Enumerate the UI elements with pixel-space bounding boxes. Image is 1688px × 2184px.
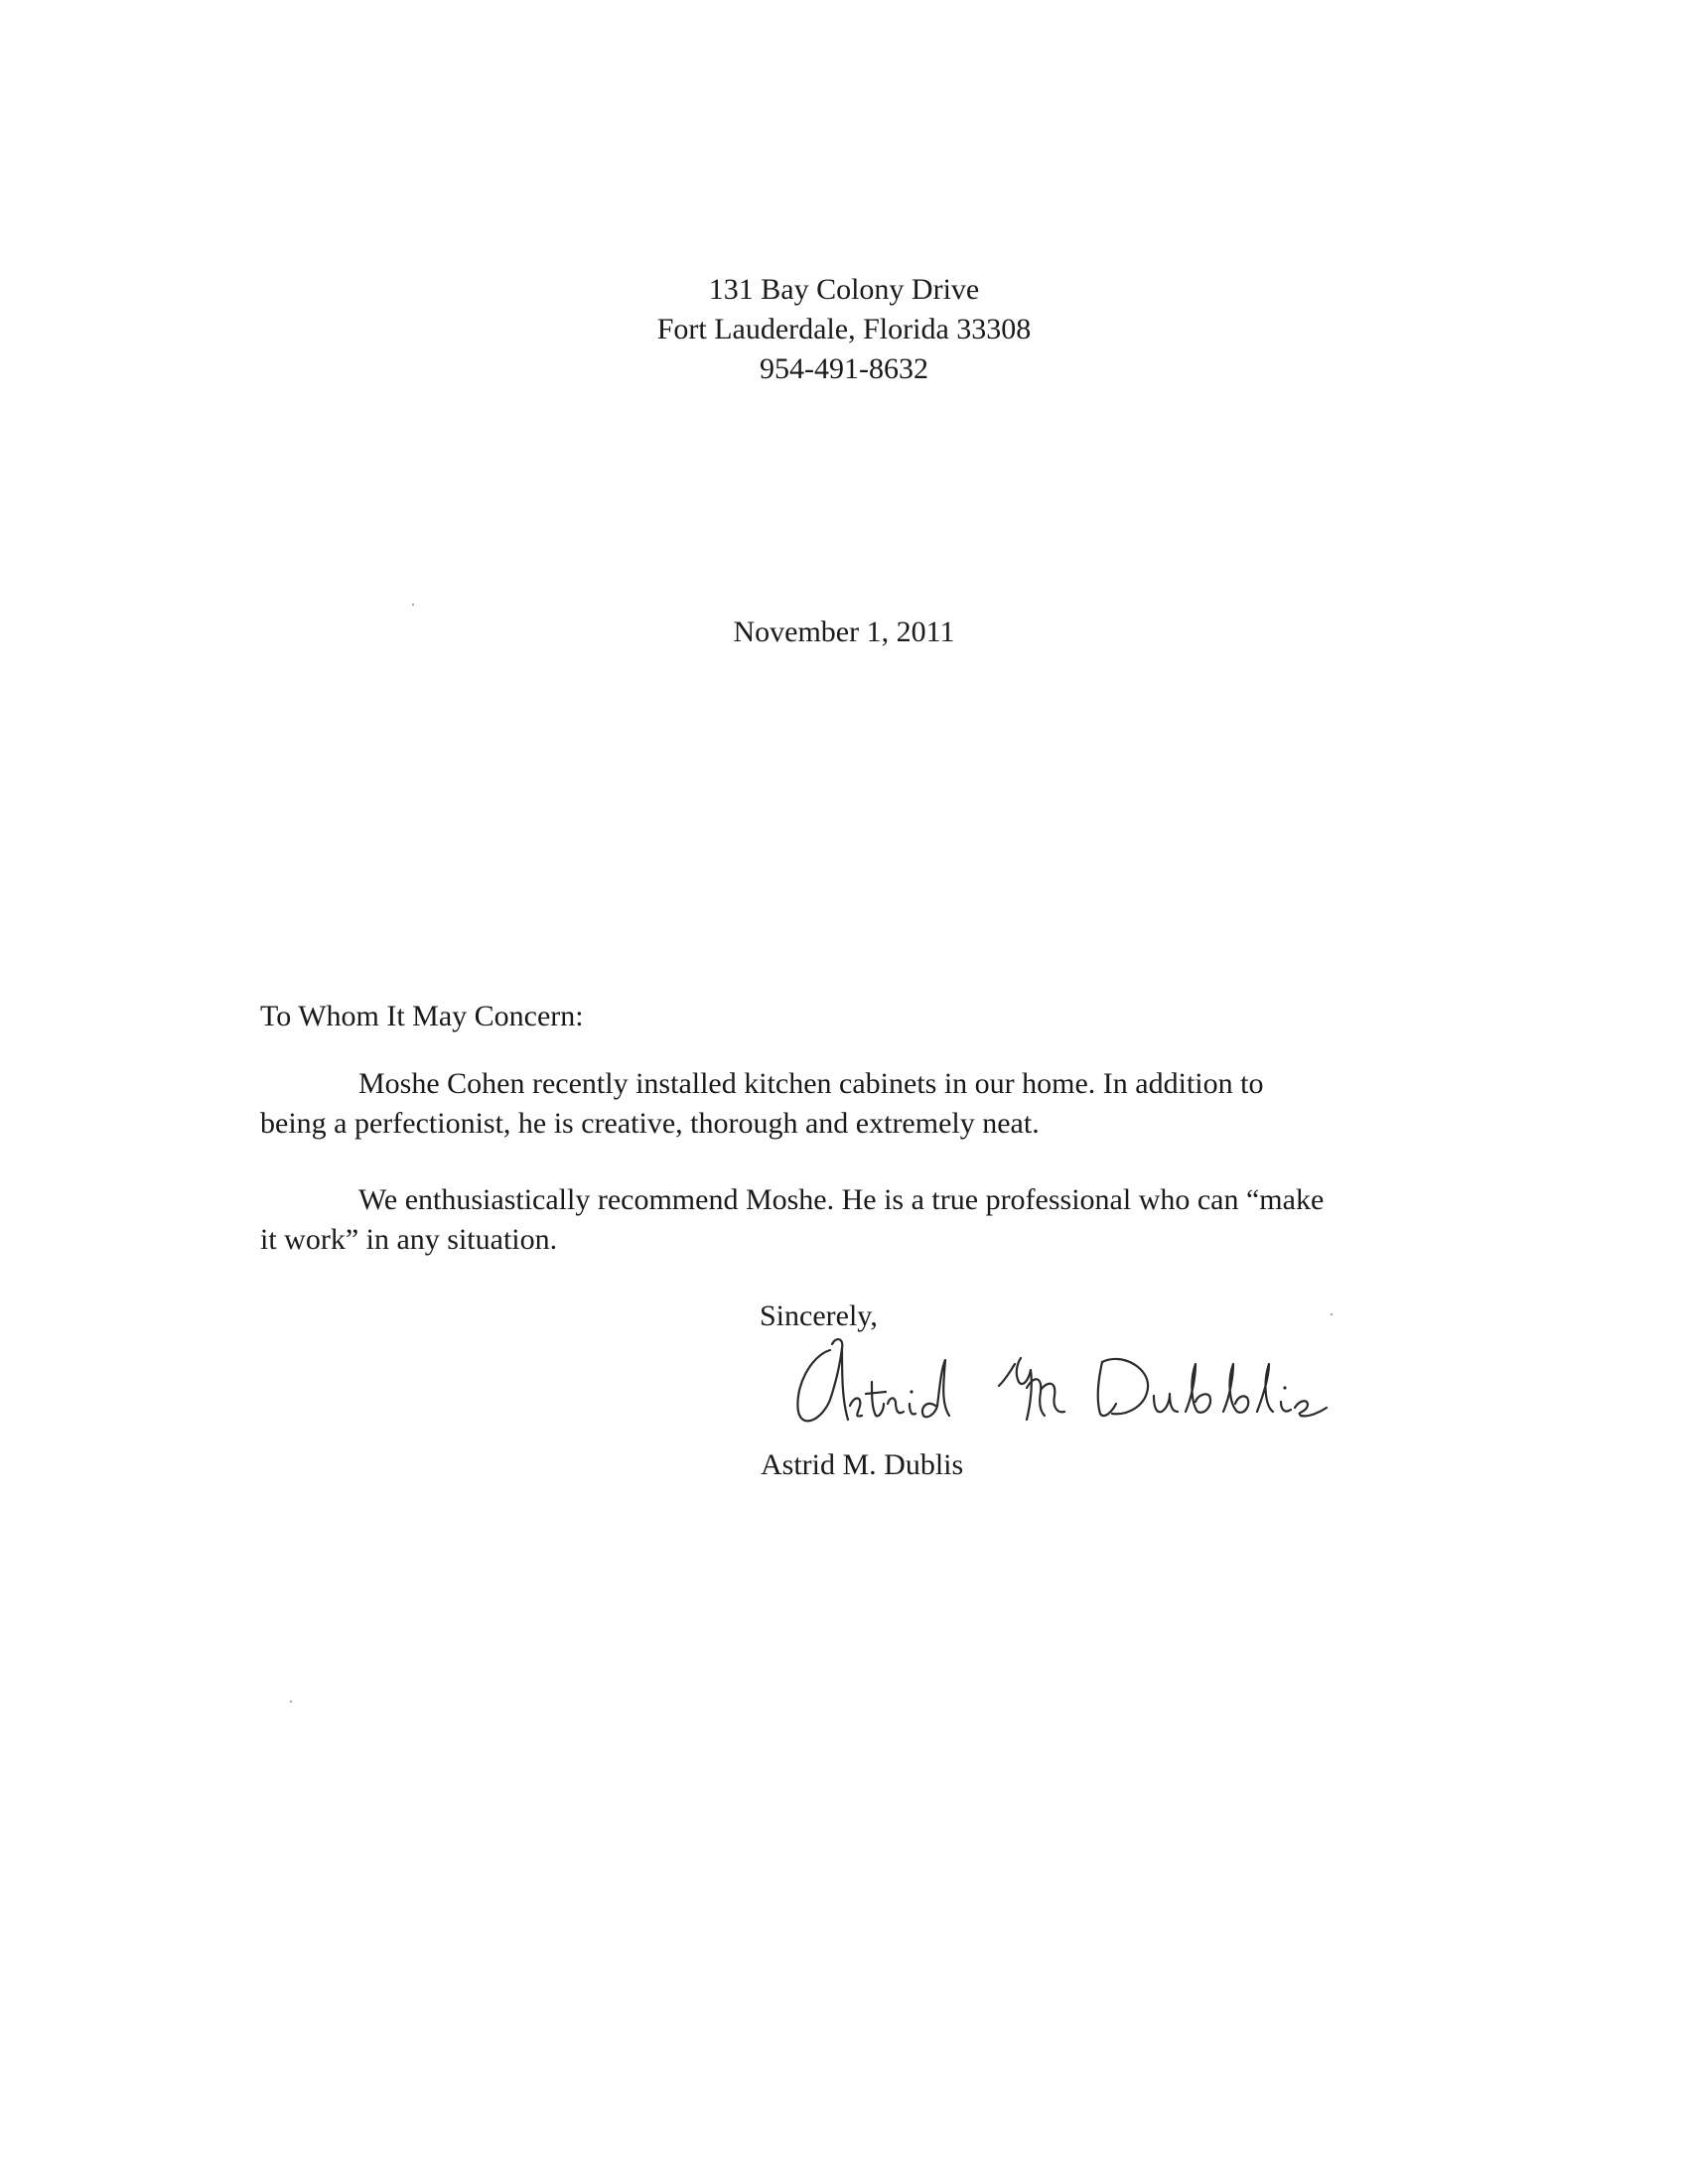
letterhead-address xyxy=(0,270,1688,389)
closing: Sincerely, xyxy=(760,1299,878,1332)
city-state-zip: Fort Lauderdale, Florida 33308 xyxy=(656,313,1032,345)
paragraph-1-line-2: being a perfectionist, he is creative, thorough and extremely neat. xyxy=(260,1107,1040,1140)
scan-speck xyxy=(1331,1313,1333,1315)
signer-name: Astrid M. Dublis xyxy=(761,1448,964,1481)
paragraph-2-line-1: We enthusiastically recommend Moshe. He is a true professional who can “make xyxy=(358,1183,1325,1216)
scan-speck xyxy=(412,604,414,606)
body-paragraph-1 xyxy=(260,1064,1263,1144)
handwritten-signature xyxy=(784,1308,1360,1437)
street-address: 131 Bay Colony Drive xyxy=(708,273,980,306)
paragraph-1-line-1: Moshe Cohen recently installed kitchen cabinets in our home. In addition to xyxy=(358,1067,1264,1100)
salutation: To Whom It May Concern: xyxy=(260,1000,584,1032)
letter-date: November 1, 2011 xyxy=(733,615,955,648)
scan-speck xyxy=(290,1701,292,1703)
paragraph-2-line-2: it work” in any situation. xyxy=(260,1223,558,1256)
phone-number: 954-491-8632 xyxy=(760,352,928,385)
body-paragraph-2 xyxy=(260,1180,1324,1260)
